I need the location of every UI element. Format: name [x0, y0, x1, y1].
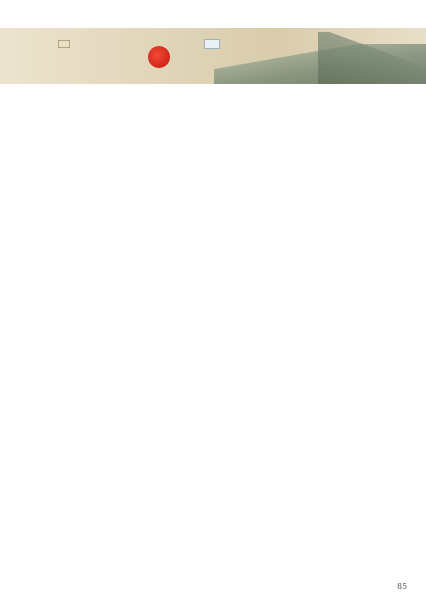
red-sun-icon: [148, 46, 170, 68]
header-banner: [0, 28, 426, 84]
banner-title-left: [58, 40, 70, 48]
page-number: 85: [397, 582, 408, 591]
mountain-peak-icon: [318, 32, 426, 84]
